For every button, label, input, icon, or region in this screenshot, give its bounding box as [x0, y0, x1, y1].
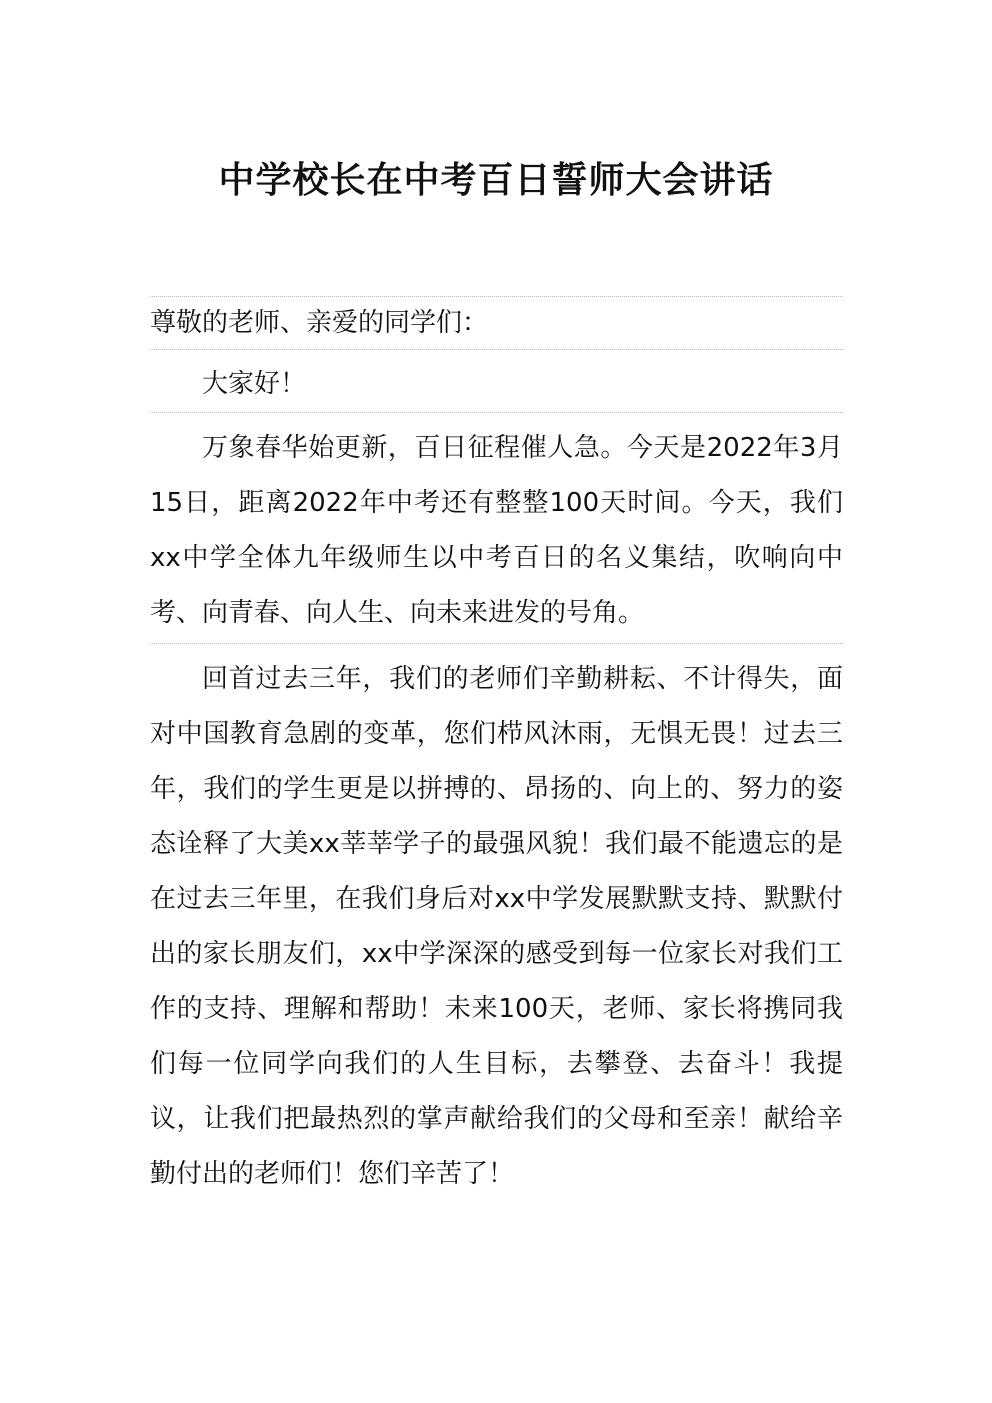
- salutation: 尊敬的老师、亲爱的同学们：: [150, 308, 489, 338]
- divider: [150, 643, 843, 644]
- paragraph: 回首过去三年，我们的老师们辛勤耕耘、不计得失，面对中国教育急剧的变革，您们栉风沐雨，无惧无畏！过去三年，我们的学生更是以拼搏的、昂扬的、向上的、努力的姿态诠释了大美xx莘莘学子的最强风貌！我们最不能遗忘的是在过去三年里，在我们身后对xx中学发展默默支持、默默付出的家长朋友们，xx中学深深的感受到每一位家长对我们工作的支持、理解和帮助！未来100天，老师、家长将携同我们每一位同学向我们的人生目标，去攀登、去奋斗！我提议，让我们把最热烈的掌声献给我们的父母和至亲！献给辛勤付出的老师们！您们辛苦了！: [150, 664, 843, 1189]
- document-body: [150, 296, 843, 1204]
- divider: [150, 349, 843, 350]
- divider: [150, 412, 843, 413]
- document-title: 中学校长在中考百日誓师大会讲话: [218, 159, 774, 201]
- greeting: 大家好！: [202, 369, 307, 399]
- paragraph: 万象春华始更新，百日征程催人急。今天是2022年3月15日，距离2022年中考还有整整100天时间。今天，我们xx中学全体九年级师生以中考百日的名义集结，吹响向中考、向青春、向人生、向未来进发的号角。: [150, 433, 843, 628]
